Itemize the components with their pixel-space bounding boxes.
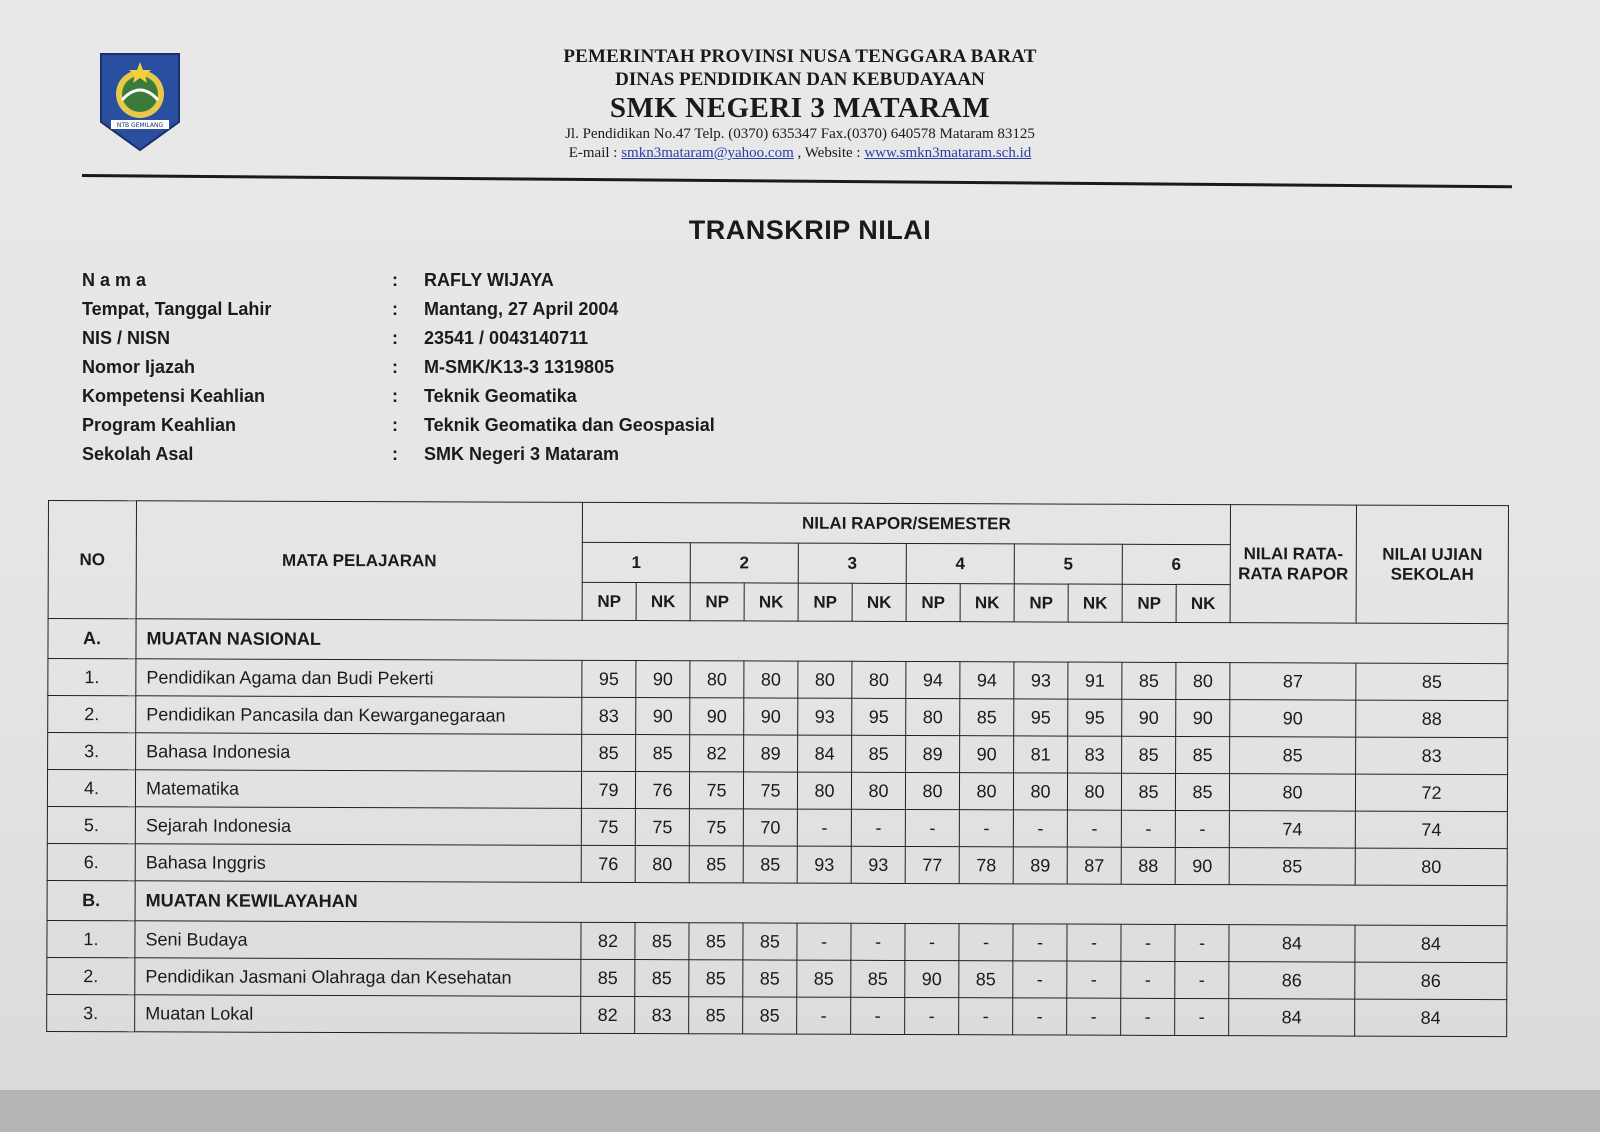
average-score: 90 (1230, 700, 1356, 737)
np-score: 81 (1014, 736, 1068, 773)
row-number: 2. (48, 696, 136, 733)
nk-score: 80 (635, 846, 689, 883)
nk-header: NK (960, 584, 1014, 622)
col-header-no: NO (48, 501, 136, 619)
row-number: 1. (47, 920, 135, 957)
nk-score: 85 (1176, 736, 1230, 773)
subject-name: Pendidikan Agama dan Budi Pekerti (136, 659, 582, 698)
np-score: 82 (581, 922, 635, 959)
nk-score: 95 (1068, 699, 1122, 736)
document-title: TRANSKRIP NILAI (688, 215, 932, 245)
letterhead-contact (470, 144, 1130, 163)
nk-score: - (1067, 924, 1121, 961)
nk-score: - (1067, 810, 1121, 847)
exam-score: 83 (1356, 737, 1508, 775)
info-label: Program Keahlian (82, 415, 237, 435)
nk-score: 90 (636, 661, 690, 698)
nk-score: - (1067, 998, 1121, 1035)
average-score: 85 (1230, 737, 1356, 774)
np-score: 93 (798, 698, 852, 735)
section-row (48, 619, 1508, 664)
np-score: 82 (581, 996, 635, 1033)
np-score: - (797, 997, 851, 1034)
scan-shadow (0, 1090, 1600, 1132)
semester-header: 1 (582, 542, 690, 582)
email-link[interactable]: smkn3mataram@yahoo.com (621, 145, 794, 161)
nk-score: - (959, 810, 1013, 847)
info-label: N a m a (82, 270, 147, 290)
col-header-average: NILAI RATA-RATA RAPOR (1230, 505, 1356, 623)
nk-score: 91 (1068, 662, 1122, 699)
nk-score: 94 (960, 662, 1014, 699)
nk-score: 85 (960, 699, 1014, 736)
logo-motto: NTB GEMILANG (116, 122, 164, 129)
col-header-exam: NILAI UJIAN SEKOLAH (1356, 505, 1508, 624)
table-row (48, 696, 1508, 738)
section-name: MUATAN NASIONAL (136, 619, 1508, 664)
nk-score: 75 (635, 809, 689, 846)
subject-name: Pendidikan Jasmani Olahraga dan Kesehatan (135, 958, 581, 997)
exam-score: 84 (1355, 925, 1507, 963)
nk-score: 85 (959, 961, 1013, 998)
np-score: 85 (581, 959, 635, 996)
np-score: 95 (1014, 699, 1068, 736)
nk-score: 78 (959, 847, 1013, 884)
np-score: 85 (797, 960, 851, 997)
np-score: 80 (797, 772, 851, 809)
semester-header: 2 (690, 543, 798, 583)
nk-score: 85 (635, 960, 689, 997)
nk-score: 80 (1067, 773, 1121, 810)
nk-score: 85 (636, 735, 690, 772)
nk-score: - (1175, 924, 1229, 961)
nk-score: 93 (851, 846, 905, 883)
np-score: - (1013, 961, 1067, 998)
nk-score: 80 (959, 773, 1013, 810)
info-value: Mantang, 27 April 2004 (424, 299, 619, 319)
np-header: NP (1014, 584, 1068, 622)
np-score: 85 (689, 923, 743, 960)
info-colon: : (392, 357, 398, 377)
info-colon: : (392, 444, 398, 464)
np-score: 88 (1121, 847, 1175, 884)
np-score: - (1013, 810, 1067, 847)
nk-score: 85 (852, 735, 906, 772)
info-colon: : (392, 386, 398, 406)
info-value: Teknik Geomatika dan Geospasial (424, 415, 715, 435)
section-code: B. (47, 880, 135, 920)
nk-score: 85 (743, 997, 797, 1034)
np-score: 85 (689, 997, 743, 1034)
exam-score: 88 (1356, 700, 1508, 738)
np-score: 80 (798, 661, 852, 698)
np-score: 90 (1122, 699, 1176, 736)
col-header-subject: MATA PELAJARAN (136, 501, 582, 621)
nk-score: 90 (636, 698, 690, 735)
table-row (48, 733, 1508, 775)
row-number: 4. (47, 770, 135, 807)
info-label: NIS / NISN (82, 328, 171, 348)
semester-header: 5 (1014, 544, 1122, 584)
np-score: 95 (582, 660, 636, 697)
average-score: 85 (1229, 848, 1355, 885)
np-score: - (1121, 961, 1175, 998)
section-code: A. (48, 619, 136, 659)
np-score: 85 (1122, 662, 1176, 699)
nk-score: 80 (851, 772, 905, 809)
grades-table (46, 500, 1509, 1037)
table-row (47, 920, 1507, 962)
info-colon: : (392, 270, 398, 290)
np-score: 80 (690, 661, 744, 698)
np-header: NP (798, 583, 852, 621)
info-value: Teknik Geomatika (424, 386, 577, 406)
np-score: - (905, 997, 959, 1034)
np-score: - (1013, 998, 1067, 1035)
nk-score: 89 (744, 735, 798, 772)
nk-score: - (959, 924, 1013, 961)
col-header-rapor: NILAI RAPOR/SEMESTER (582, 502, 1230, 544)
nk-score: 80 (744, 661, 798, 698)
nk-score: 85 (743, 923, 797, 960)
exam-score: 86 (1355, 962, 1507, 1000)
np-score: 76 (581, 845, 635, 882)
table-row (48, 659, 1508, 701)
np-score: - (797, 809, 851, 846)
subject-name: Sejarah Indonesia (135, 807, 581, 846)
nk-score: 75 (743, 772, 797, 809)
header-divider (82, 174, 1512, 188)
letterhead-school-name: SMK NEGERI 3 MATARAM (609, 92, 991, 124)
exam-score: 80 (1355, 848, 1507, 886)
np-score: - (1013, 924, 1067, 961)
subject-name: Pendidikan Pancasila dan Kewarganegaraan (136, 696, 582, 735)
np-score: - (1121, 998, 1175, 1035)
nk-score: 83 (1068, 736, 1122, 773)
nk-score: 70 (743, 809, 797, 846)
nk-score: - (1067, 961, 1121, 998)
nk-score: - (851, 809, 905, 846)
email-label: E-mail : (568, 145, 622, 161)
nk-score: - (851, 923, 905, 960)
average-score: 80 (1229, 774, 1355, 811)
row-number: 3. (48, 733, 136, 770)
np-score: 80 (906, 698, 960, 735)
table-row (47, 957, 1507, 999)
subject-name: Muatan Lokal (135, 995, 581, 1034)
table-row (47, 806, 1507, 848)
np-score: 75 (689, 809, 743, 846)
letterhead-government: PEMERINTAH PROVINSI NUSA TENGGARA BARAT (563, 46, 1037, 67)
np-score: 83 (582, 697, 636, 734)
exam-score: 72 (1355, 774, 1507, 812)
info-label: Kompetensi Keahlian (82, 386, 266, 406)
nk-score: - (1175, 810, 1229, 847)
np-score: 85 (1121, 773, 1175, 810)
np-score: 75 (689, 772, 743, 809)
nk-score: - (1175, 961, 1229, 998)
info-label: Nomor Ijazah (82, 357, 196, 377)
nk-score: - (1175, 998, 1229, 1035)
website-label: , Website : (793, 145, 865, 161)
np-score: 79 (581, 771, 635, 808)
nk-header: NK (1176, 584, 1230, 622)
row-number: 1. (48, 659, 136, 696)
section-name: MUATAN KEWILAYAHAN (135, 881, 1507, 926)
np-score: - (797, 923, 851, 960)
subject-name: Seni Budaya (135, 921, 581, 960)
provincial-emblem-icon (97, 50, 183, 154)
nk-score: 90 (960, 736, 1014, 773)
nk-score: 85 (743, 960, 797, 997)
semester-header: 4 (906, 543, 1014, 583)
nk-header: NK (1068, 584, 1122, 622)
nk-score: 80 (852, 661, 906, 698)
np-score: - (905, 923, 959, 960)
np-score: 85 (689, 960, 743, 997)
np-score: 85 (1122, 736, 1176, 773)
nk-score: 85 (851, 960, 905, 997)
np-score: 85 (689, 846, 743, 883)
np-header: NP (1122, 584, 1176, 622)
np-score: 82 (690, 735, 744, 772)
np-score: 93 (797, 846, 851, 883)
subject-name: Bahasa Inggris (135, 844, 581, 883)
np-header: NP (582, 582, 636, 620)
nk-header: NK (852, 583, 906, 621)
nk-score: 83 (635, 997, 689, 1034)
nk-score: 90 (1175, 847, 1229, 884)
average-score: 84 (1229, 999, 1355, 1036)
np-score: 89 (1013, 847, 1067, 884)
nk-header: NK (636, 583, 690, 621)
np-header: NP (906, 583, 960, 621)
np-score: 93 (1014, 662, 1068, 699)
np-score: - (1121, 924, 1175, 961)
info-value: RAFLY WIJAYA (424, 270, 554, 290)
np-header: NP (690, 583, 744, 621)
exam-score: 74 (1355, 811, 1507, 849)
nk-score: 80 (1176, 662, 1230, 699)
nk-score: 87 (1067, 847, 1121, 884)
np-score: - (1121, 810, 1175, 847)
subject-name: Bahasa Indonesia (136, 733, 582, 772)
exam-score: 84 (1355, 999, 1507, 1037)
np-score: 89 (906, 735, 960, 772)
website-link[interactable]: www.smkn3mataram.sch.id (864, 145, 1032, 161)
np-score: 94 (906, 661, 960, 698)
np-score: - (905, 809, 959, 846)
np-score: 85 (582, 734, 636, 771)
row-number: 2. (47, 957, 135, 994)
letterhead (470, 45, 1130, 163)
np-score: 75 (581, 808, 635, 845)
section-row (47, 880, 1507, 925)
np-score: 80 (905, 772, 959, 809)
nk-header: NK (744, 583, 798, 621)
info-colon: : (392, 299, 398, 319)
info-label: Sekolah Asal (82, 444, 194, 464)
nk-score: 90 (744, 698, 798, 735)
np-score: 90 (905, 960, 959, 997)
nk-score: - (851, 997, 905, 1034)
info-colon: : (392, 415, 398, 435)
info-colon: : (392, 328, 398, 348)
exam-score: 85 (1356, 663, 1508, 701)
nk-score: 76 (635, 772, 689, 809)
np-score: 84 (798, 735, 852, 772)
semester-header: 6 (1122, 544, 1230, 584)
row-number: 6. (47, 843, 135, 880)
nk-score: 85 (635, 923, 689, 960)
subject-name: Matematika (135, 770, 581, 809)
letterhead-department: DINAS PENDIDIKAN DAN KEBUDAYAAN (615, 69, 985, 90)
np-score: 80 (1013, 773, 1067, 810)
np-score: 77 (905, 846, 959, 883)
nk-score: 95 (852, 698, 906, 735)
average-score: 74 (1229, 811, 1355, 848)
info-label: Tempat, Tanggal Lahir (82, 299, 272, 319)
semester-header: 3 (798, 543, 906, 583)
average-score: 87 (1230, 663, 1356, 700)
info-value: 23541 / 0043140711 (424, 328, 589, 348)
average-score: 84 (1229, 925, 1355, 962)
table-row (47, 770, 1507, 812)
average-score: 86 (1229, 962, 1355, 999)
letterhead-address: Jl. Pendidikan No.47 Telp. (0370) 635347 Fax.(0370) 640578 Mataram 83125 (565, 126, 1035, 142)
info-value: M-SMK/K13-3 1319805 (424, 357, 615, 377)
row-number: 5. (47, 806, 135, 843)
table-row (47, 994, 1507, 1036)
nk-score: 90 (1176, 699, 1230, 736)
row-number: 3. (47, 994, 135, 1031)
nk-score: - (959, 998, 1013, 1035)
table-row (47, 843, 1507, 885)
nk-score: 85 (1175, 773, 1229, 810)
info-value: SMK Negeri 3 Mataram (424, 444, 620, 464)
np-score: 90 (690, 698, 744, 735)
nk-score: 85 (743, 846, 797, 883)
